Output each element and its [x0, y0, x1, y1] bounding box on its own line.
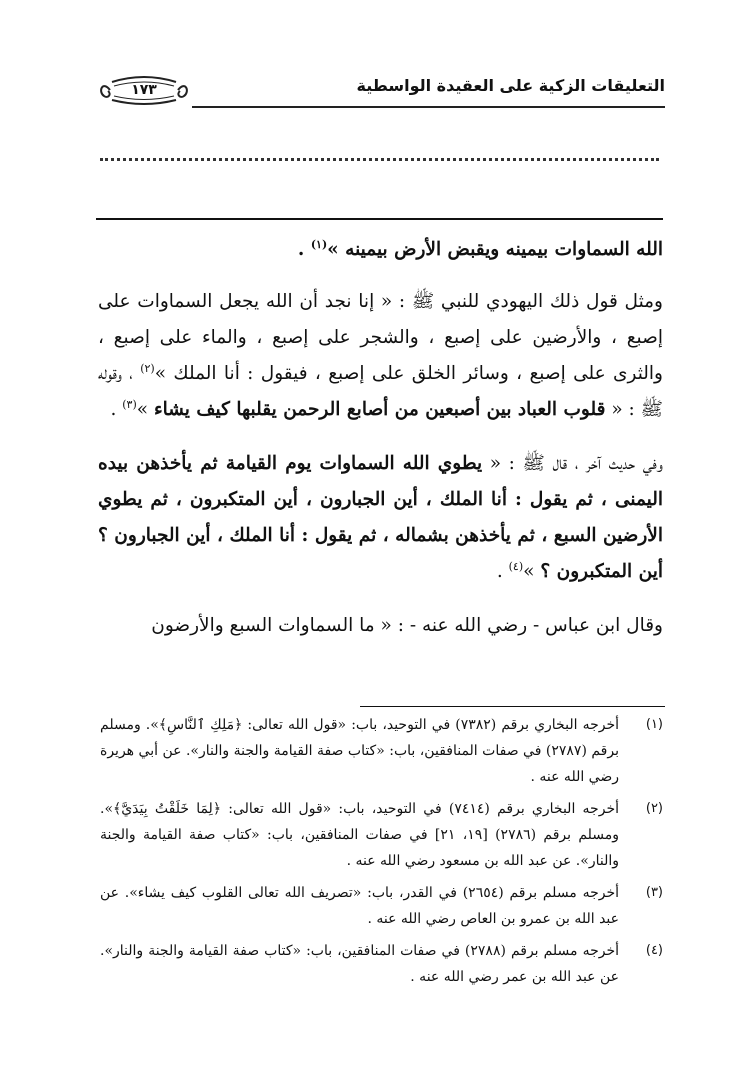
header-rule: [192, 106, 665, 108]
paragraph-3-text-c: »: [523, 561, 541, 582]
footnote-ref-2: (٢): [140, 361, 155, 375]
section-rule: [96, 218, 663, 220]
paragraph-4-text: وقال ابن عباس - رضي الله عنه - : « ما السماوات السبع والأرضون: [151, 615, 663, 636]
paragraph-3-end: .: [496, 561, 509, 582]
footnote-number: (٤): [645, 943, 663, 958]
paragraph-3: [98, 446, 663, 590]
running-header: [96, 72, 665, 120]
book-title: التعليقات الزكية على العقيدة الواسطية: [356, 76, 665, 95]
footnote-ref-1: (١): [310, 237, 328, 251]
dotted-separator: [100, 158, 659, 161]
paragraph-4: [98, 608, 663, 644]
page-number-ornament: [96, 72, 192, 108]
footnote-number: (٣): [645, 885, 663, 900]
paragraph-2-text-a: ومثل قول ذلك اليهودي للنبي ﷺ : « إنا نجد أن الله يجعل السماوات على إصبع ، والأرضين على إصبع ، والشجر على إصبع ، والماء على إصبع ، والثرى على إصبع ، وسائر الخلق على إصبع ، فيقول : أنا الملك »: [98, 291, 663, 384]
footnote-4: [100, 938, 663, 990]
paragraph-1: [98, 232, 663, 268]
footnotes: [100, 712, 663, 996]
footnote-number: (٢): [645, 801, 663, 816]
footnote-text: أخرجه مسلم برقم (٢٧٨٨) في صفات المنافقين، باب: «كتاب صفة القيامة والجنة والنار». عن عبد الله بن عمر رضي الله عنه .: [100, 943, 619, 985]
footnote-ref-3: (٣): [122, 397, 137, 411]
paragraph-1-end: .: [297, 239, 311, 260]
footnote-rule: [360, 706, 665, 707]
footnote-1: [100, 712, 663, 790]
paragraph-2-text-c: »: [136, 399, 154, 420]
paragraph-1-text: الله السماوات بيمينه ويقبض الأرض بيمينه »: [327, 239, 663, 260]
paragraph-2-hadith: قلوب العباد بين أصبعين من أصابع الرحمن يقلبها كيف يشاء: [153, 399, 606, 420]
main-text: [98, 232, 663, 662]
paragraph-2: [98, 284, 663, 428]
paragraph-2-end: .: [110, 399, 123, 420]
footnote-text: أخرجه مسلم برقم (٢٦٥٤) في القدر، باب: «تصريف الله تعالى القلوب كيف يشاء». عن عبد الله بن عمرو بن العاص رضي الله عنه .: [100, 885, 619, 927]
page-number: ١٧٣: [131, 82, 157, 98]
footnote-ref-4: (٤): [508, 559, 524, 573]
footnote-text: أخرجه البخاري برقم (٧٣٨٢) في التوحيد، باب: «قول الله تعالى: ﴿مَلِكِ ٱلنَّاسِ﴾». ومسلم برقم (٢٧٨٧) في صفات المنافقين، باب: «كتاب صفة القيامة والجنة والنار». عن أبي هريرة رضي الله عنه .: [100, 717, 619, 785]
paragraph-3-hadith: يطوي الله السماوات يوم القيامة ثم يأخذهن بيده اليمنى ، ثم يقول : أنا الملك ، أين الجبارون ، أين المتكبرون ، ثم يطوي الأرضين السبع ، ثم يأخذهن بشماله ، ثم يقول : أنا الملك ، أين الجبارون ؟ أين المتكبرون ؟: [98, 453, 663, 582]
footnote-2: [100, 796, 663, 874]
paragraph-3-text-a: وفي حديث آخر ، قال ﷺ : «: [482, 453, 663, 474]
paragraph-2-text-b: ، وقوله ﷺ : «: [98, 363, 663, 420]
footnote-3: [100, 880, 663, 932]
footnote-number: (١): [645, 717, 663, 732]
footnote-text: أخرجه البخاري برقم (٧٤١٤) في التوحيد، باب: «قول الله تعالى: ﴿لِمَا خَلَقْتُ بِيَدَيَّ﴾». ومسلم برقم (٢٧٨٦) [١٩، ٢١] في صفات المنافقين، باب: «كتاب صفة القيامة والجنة والنار». عن عبد الله بن مسعود رضي الله عنه .: [100, 801, 620, 869]
